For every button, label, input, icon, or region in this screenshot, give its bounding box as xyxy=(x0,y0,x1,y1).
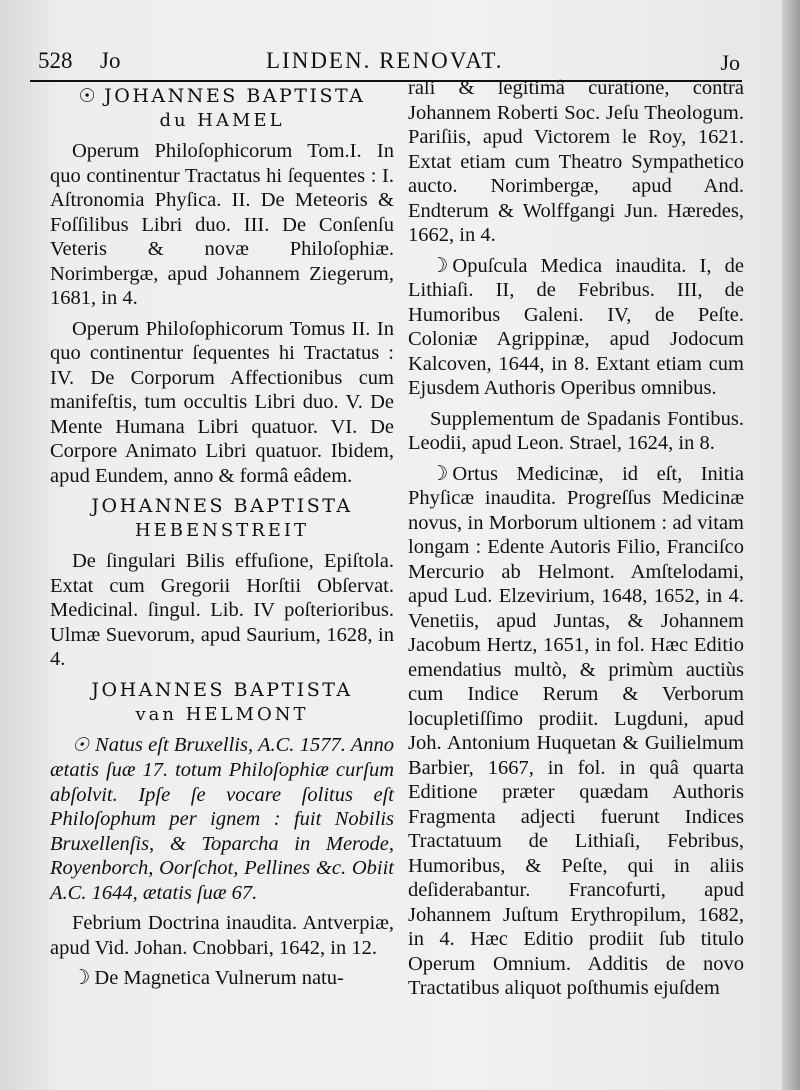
left-column xyxy=(50,82,394,997)
entry-heading-hamel xyxy=(50,84,394,109)
entry-paragraph-text: De Magnetica Vulnerum natu- xyxy=(94,967,344,989)
moon-symbol-icon: ☽ xyxy=(430,462,449,485)
author-name: JOHANNES BAPTISTA xyxy=(104,85,366,107)
author-surname: HEBENSTREIT xyxy=(134,520,310,541)
entry-paragraph xyxy=(408,462,744,1001)
page-edge-shadow xyxy=(782,0,800,1090)
entry-paragraph xyxy=(408,254,744,401)
entry-paragraph: De ſingulari Bilis effuſione, Epiſtola. Extat cum Gregorii Horſtii Obſervat. Medicinal. ſingul. Lib. IV poſterioribus. Ulmæ Suevorum, apud Saurium, 1628, in 4. xyxy=(50,550,394,670)
entry-paragraph-continued: rali & legitimâ curatione, contra Johannem Roberti Soc. Jeſu Theologum. Pariſiis, apud Victorem le Roy, 1621. Extat etiam cum Theatro Sympathetico aucto. Norimbergæ, apud And. Endterum & Wolffgangi Jun. Hæredes, 1662, in 4. xyxy=(408,77,744,246)
entry-paragraph-text: Ortus Medicinæ, id eſt, Initia Phyſicæ inaudita. Progreſſus Medicinæ novus, in Morborum ultionem : ad vitam longam : Edente Autoris Filio, Franciſco Mercurio ab Helmont. Amſtelodami, apud Lud. Elzevirium, 1648, 1652, in 4. Venetiis, apud Juntas, & Johannem Jacobum Hertz, 1651, in fol. Hæc Editio emendatius multò, & primùm auctiùs cum Indice Rerum & Verborum locupletiſſimo prodiit. Lugduni, apud Joh. Antonium Huquetan & Guilielmum Barbier, 1667, in fol. in quâ quarta Editione præter quædam Authoris Fragmenta adjecti fuerunt Indices Tractatuum de Lithiaſi, Febribus, Humoribus, & Peſte, qui in aliis deſiderabantur. Francofurti, apud Johannem Juſtum Erythropilum, 1682, in 4. Hæc Editio prodiit ſub titulo Operum Omnium. Additis de novo Tractatibus aliquot poſthumis ejuſdem xyxy=(408,462,744,999)
moon-symbol-icon: ☽ xyxy=(72,967,91,989)
running-head-left: Jo xyxy=(100,48,121,73)
running-head-right: Jo xyxy=(720,50,740,75)
sun-symbol-icon: ☉ xyxy=(78,85,99,107)
running-title: LINDEN. RENOVAT. xyxy=(266,48,504,73)
author-surname: du HAMEL xyxy=(159,110,285,131)
right-column xyxy=(408,76,744,1007)
page-number: 528 xyxy=(38,48,73,73)
biography-text: Natus eſt Bruxellis, A.C. 1577. Anno ætatis ſuæ 17. totum Philoſophiæ curſum abſolvit. Ipſe ſe vocare ſolitus eſt Philoſophum per ignem : fuit Nobilis Bruxellenſis, & Toparcha in Merode, Royenborch, Oorſchot, Pellines &c. Obiit A.C. 1644, ætatis ſuæ 67. xyxy=(50,733,394,904)
entry-paragraph: Supplementum de Spadanis Fontibus. Leodii, apud Leon. Strael, 1624, in 8. xyxy=(408,407,744,454)
entry-paragraph: Febrium Doctrina inaudita. Antverpiæ, apud Vid. Johan. Cnobbari, 1642, in 12. xyxy=(50,912,394,959)
author-surname: van HELMONT xyxy=(135,703,309,725)
biography-paragraph xyxy=(50,733,394,906)
entry-paragraph: Operum Philoſophicorum Tom.I. In quo continentur Tractatus hi ſequentes : I. Aſtronomia Phyſica. II. De Meteoris & Foſſilibus Libri duo. III. De Conſenſu Veteris & novæ Philoſophiæ. Norimbergæ, apud Johannem Ziegerum, 1681, in 4. xyxy=(50,140,394,309)
entry-paragraph xyxy=(50,966,394,991)
entry-paragraph-text: Opuſcula Medica inaudita. I, de Lithiaſi. II, de Febribus. III, de Humoribus Galeni. IV, de Peſte. Coloniæ Agrippinæ, apud Jodocum Kalcoven, 1644, in 8. Extant etiam cum Ejusdem Authoris Operibus omnibus. xyxy=(408,254,744,399)
sun-symbol-icon: ☉ xyxy=(72,734,90,756)
entry-heading-helmont: JOHANNES BAPTISTA xyxy=(91,678,353,701)
entry-paragraph: Operum Philoſophicorum Tomus II. In quo continentur ſequentes hi Tractatus : IV. De Corporum Affectionibus cum manifeſtis, tum occultis Libri duo. V. De Mente Humana Libri quatuor. VI. De Corpore Animato Libri quatuor. Ibidem, apud Eundem, anno & formâ eâdem. xyxy=(50,317,394,487)
moon-symbol-icon: ☽ xyxy=(430,254,449,277)
entry-heading-hebenstreit: JOHANNES BAPTISTA xyxy=(91,495,353,517)
